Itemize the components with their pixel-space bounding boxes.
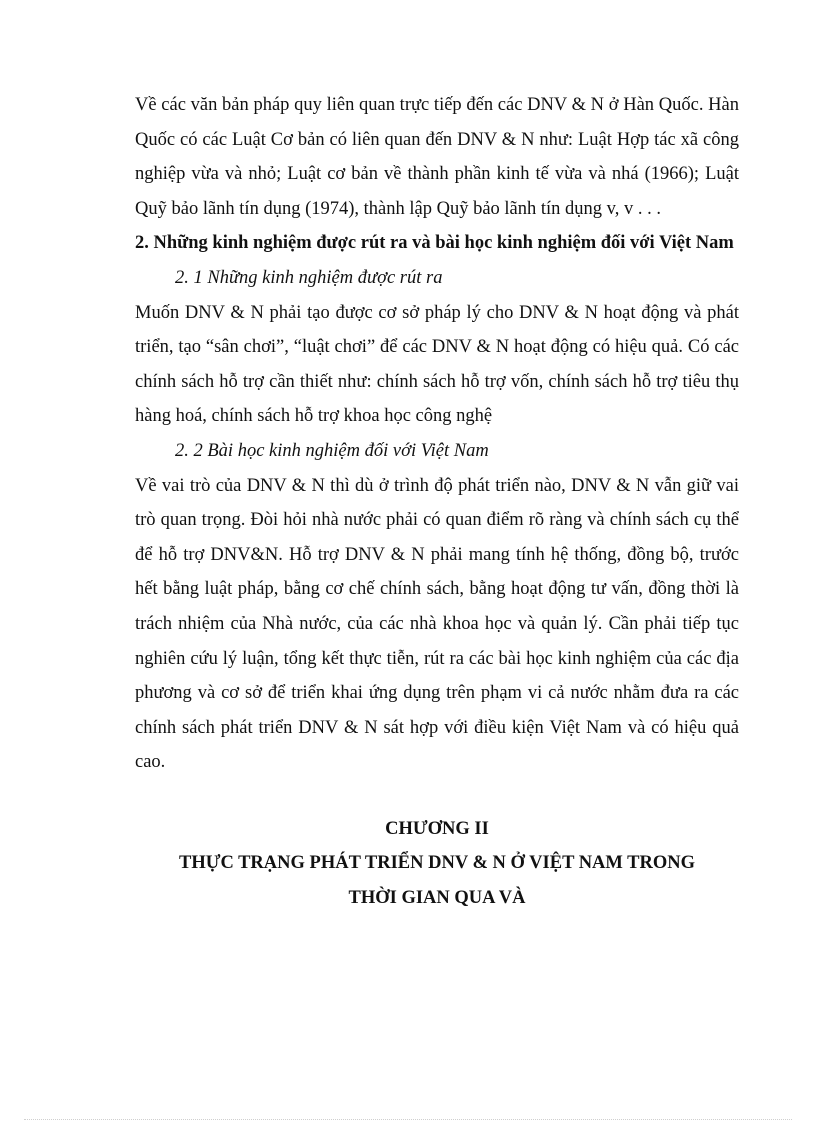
intro-paragraph: Về các văn bản pháp quy liên quan trực tiếp đến các DNV & N ở Hàn Quốc. Hàn Quốc có các Luật Cơ bản có liên quan đến DNV & N như: Luật Hợp tác xã công nghiệp vừa và nhỏ; Luật cơ bản về thành phần kinh tế vừa và nhá (1966); Luật Quỹ bảo lãnh tín dụng (1974), thành lập Quỹ bảo lãnh tín dụng v, v . . . [135,95,739,219]
chapter-title-line-2: THỜI GIAN QUA VÀ [348,887,526,908]
subsection-2-2-heading: 2. 2 Bài học kinh nghiệm đối với Việt Nam [175,440,489,461]
chapter-title-line-1: THỰC TRẠNG PHÁT TRIỂN DNV & N Ở VIỆT NAM TRONG [178,853,696,874]
subsection-2-1-paragraph: Muốn DNV & N phải tạo được cơ sở pháp lý cho DNV & N hoạt động và phát triển, tạo “sân chơi”, “luật chơi” để các DNV & N hoạt động có hiệu quả. Có các chính sách hỗ trợ cần thiết như: chính sách hỗ trợ vốn, chính sách hỗ trợ tiêu thụ hàng hoá, chính sách hỗ trợ khoa học công nghệ [135,302,739,427]
subsection-2-1-heading: 2. 1 Những kinh nghiệm được rút ra [175,267,443,288]
document-page [135,88,739,915]
subsection-2-2-paragraph: Về vai trò của DNV & N thì dù ở trình độ phát triển nào, DNV & N vẫn giữ vai trò quan trọng. Đòi hỏi nhà nước phải có quan điểm rõ ràng và chính sách cụ thể để hỗ trợ DNV&N. Hỗ trợ DNV & N phải mang tính hệ thống, đồng bộ, trước hết bằng luật pháp, bằng cơ chế chính sách, bằng hoạt động tư vấn, đồng thời là trách nhiệm của Nhà nước, của các nhà khoa học và quản lý. Cần phải tiếp tục nghiên cứu lý luận, tổng kết thực tiễn, rút ra các bài học kinh nghiệm của các địa phương và cơ sở để triển khai ứng dụng trên phạm vi cả nước nhằm đưa ra các chính sách phát triển DNV & N sát hợp với điều kiện Việt Nam và có hiệu quả cao. [135,475,739,773]
section-2-heading: 2. Những kinh nghiệm được rút ra và bài học kinh nghiệm đối với Việt Nam [135,233,734,254]
page-bottom-divider [24,1119,792,1120]
chapter-heading-block [135,812,739,916]
chapter-label: CHƯƠNG II [385,818,489,839]
